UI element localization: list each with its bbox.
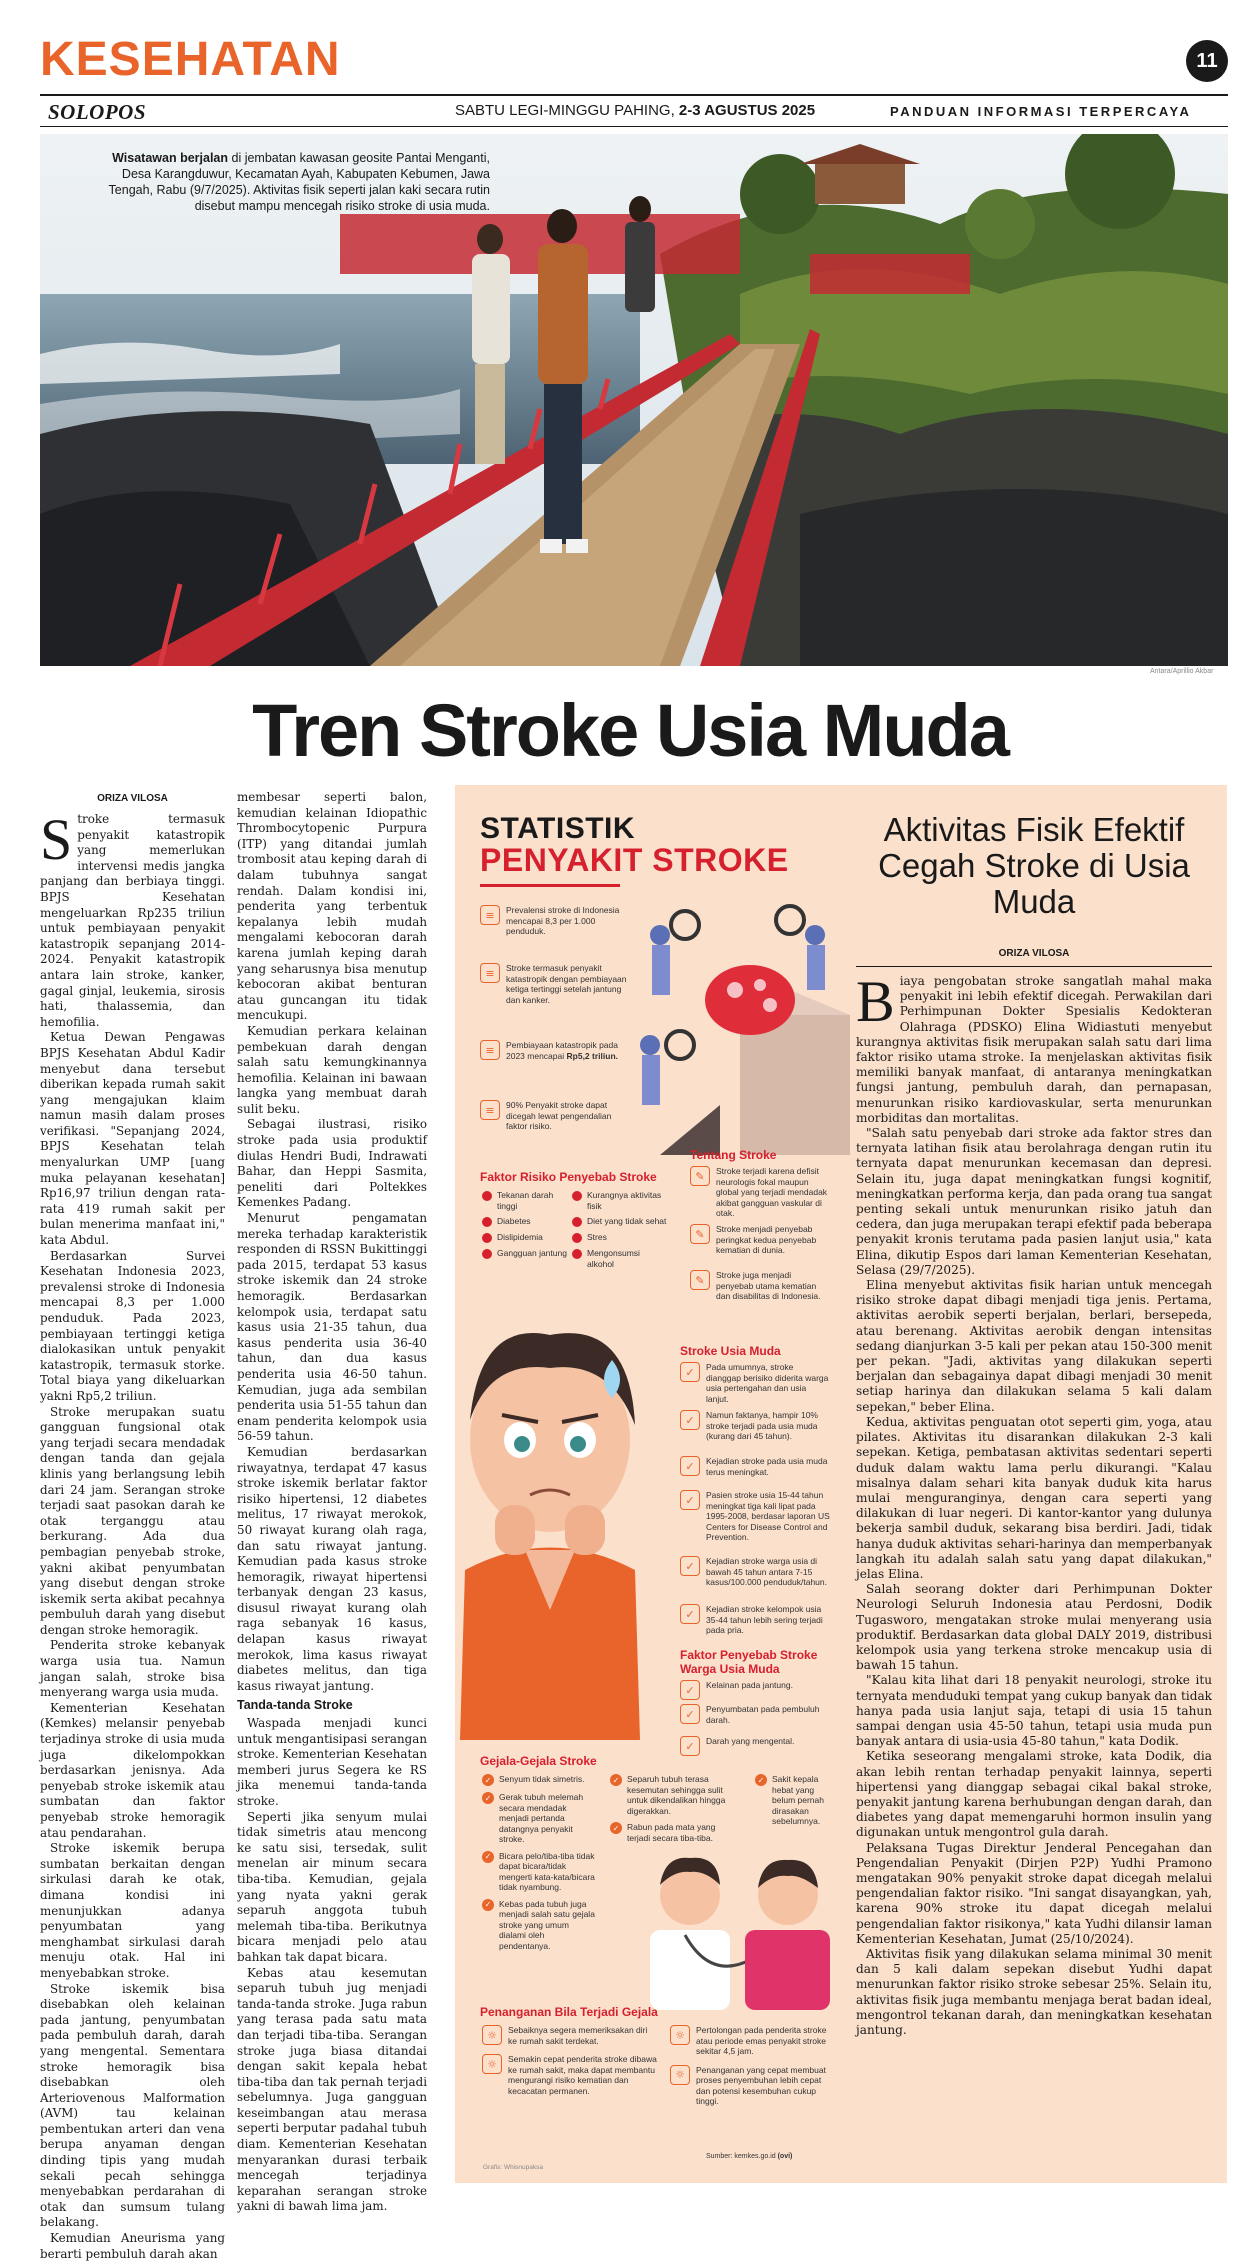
check-icon: ✓ xyxy=(482,1792,494,1804)
source-credit: Sumber: kemkes.go.id (ovi) xyxy=(706,2153,793,2160)
paragraph: Aktivitas fisik yang dilakukan selama minimal 30 menit dan 5 kali dalam sepekan disebut Yudhi dapat menurunkan faktor risiko stroke sebesar 25%. Selain itu, aktivitas fisik juga membantu menjaga berat badan ideal, mengontrol tekanan darah, dan meningkatkan kesehatan jantung. xyxy=(856,1947,1212,2038)
faktor-muda-item: ✓ Penyumbatan pada pembuluh darah. xyxy=(680,1704,830,1725)
subhead: Tanda-tanda Stroke xyxy=(237,1698,353,1713)
tentang-item: ✎ Stroke juga menjadi penyebab utama kematian dan disabilitas di Indonesia. xyxy=(690,1270,830,1302)
checklist-icon: ✓ xyxy=(680,1736,700,1756)
usia-muda-item: ✓ Kejadian stroke pada usia muda terus meningkat. xyxy=(680,1456,830,1477)
paragraph: Seperti jika senyum mulai tidak simetris atau mencong ke satu sisi, tersedak, sulit menelan air minum secara tiba-tiba. Kemudian, gejala yang nyata yakni gerak separuh anggota tubuh melemah tiba-tiba. Berikutnya bicara menjadi pelo atau bahkan tak dapat bicara. xyxy=(237,1809,427,1964)
stat-item: ≡ 90% Penyakit stroke dapat dicegah lewat pengendalian faktor risiko. xyxy=(480,1100,630,1132)
faktor-title: Faktor Risiko Penyebab Stroke xyxy=(480,1170,657,1184)
tentang-item: ✎ Stroke terjadi karena defisit neurologis fokal maupun global yang terjadi mendadak akibat gangguan vaskular di otak. xyxy=(690,1166,830,1219)
title-underline xyxy=(480,884,620,887)
paragraph: Kemudian Aneurisma yang berarti pembuluh darah akan xyxy=(40,2231,225,2261)
usia-muda-item: ✓ Pasien stroke usia 15-44 tahun meningkat tiga kali lipat pada 1995-2008, berdasar laporan US Centers for Disease Control and Prevention. xyxy=(680,1490,830,1543)
checklist-icon: ✓ xyxy=(680,1704,700,1724)
photo-caption xyxy=(100,150,490,214)
paragraph: Waspada menjadi kunci untuk mengantisipasi serangan stroke. Kementerian Kesehatan memberi jurus Segera ke RS jika menemui tanda-tanda stroke. xyxy=(237,1716,427,1808)
side-byline-rule xyxy=(856,966,1212,967)
bullet-icon xyxy=(572,1191,582,1201)
photo-caption-bold: Wisatawan berjalan xyxy=(112,151,229,165)
stat-item: ≡ Pembiayaan katastropik pada 2023 mencapai Rp5,2 triliun. xyxy=(480,1040,630,1061)
dateline xyxy=(455,102,815,119)
check-icon: ✓ xyxy=(610,1774,622,1786)
infographic-title-2: PENYAKIT STROKE xyxy=(480,842,789,878)
infographic-title-1: STATISTIK xyxy=(480,812,636,845)
paragraph: Salah seorang dokter dari Perhimpunan Dokter Neurologi Seluruh Indonesia atau Perdosni, Dodik Tugasworo, mengatakan stroke mulai menyerang usia produktif. Berdasarkan data global DALY 2019, distribusi kelompok usia yang terkena stroke mencakup usia di bawah 15 tahun. xyxy=(856,1582,1212,1673)
date-bold: 2-3 AGUSTUS 2025 xyxy=(678,102,816,119)
paragraph: Stroke iskemik berupa sumbatan berkaitan dengan sirkulasi darah ke otak, dimana kondisi ini menunjukkan adanya penyumbatan yang menghambat sirkulasi darah menuju otak. Hal ini menyebabkan stroke. xyxy=(40,1841,225,1980)
header-rule-bottom xyxy=(40,126,1228,127)
checklist-icon: ✓ xyxy=(680,1362,700,1382)
faktor-list-right: Kurangnya aktivitas fisik Diet yang tidak sehat Stres Mengonsumsi alkohol xyxy=(572,1190,667,1269)
checklist-icon: ✓ xyxy=(680,1490,700,1510)
side-byline: ORIZA VILOSA xyxy=(998,948,1070,959)
clipboard-icon: ≡ xyxy=(480,963,500,983)
photo-credit: Antara/Aprillio Akbar xyxy=(1150,668,1214,675)
photo-caption-text: di jembatan kawasan geosite Pantai Menganti, Desa Karangduwur, Kecamatan Ayah, Kabupaten Kebumen, Jawa Tengah, Rabu (9/7/2025). Aktivitas fisik seperti jalan kaki secara rutin disebut mampu mencegah risiko stroke di usia muda. xyxy=(108,151,490,213)
paragraph: Elina menyebut aktivitas fisik harian untuk mencegah risiko stroke dapat dibagi menjadi tiga jenis. Pertama, aktivitas aerobik seperti berjalan, berlari, bersepeda, atau berenang. Aktivitas aerobik dengan intensitas sedang dianjurkan 3-5 kali per pekan atau 150-300 menit per pekan. "Jadi, aktivitas yang dilakukan seperti berjalan dan sebagainya dapat dibagi menjadi 30 menit setiap harinya dan dilakukan selama 5 kali dalam sepekan," beber Elina. xyxy=(856,1278,1212,1414)
document-icon: ✎ xyxy=(690,1166,710,1186)
lightbulb-icon: ☼ xyxy=(670,2065,690,2085)
paragraph: Biaya pengobatan stroke sangatlah mahal maka penyakit ini lebih efektif dicegah. Perwakilan dari Perhimpunan Dokter Spesialis Kedokteran Olahraga (PDSKO) Elina Widiastuti menyebut kurangnya aktivitas fisik merupakan salah satu dari lima faktor risiko utama stroke. Ia menjelaskan aktivitas fisik memiliki banyak manfaat, di antaranya meningkatkan fungsi jantung, pembuluh darah, dan pernapasan, menurunkan risiko kardiovaskular, serta menurunkan morbiditas dan mortalitas. xyxy=(856,969,1212,1125)
paragraph: "Salah satu penyebab dari stroke ada faktor stres dan ternyata latihan fisik atau berolahraga dengan rutin itu ternyata dapat menurunkan kecemasan dan depresi. Selain itu, juga dapat meningkatkan fungsi kognitif, meningkatkan performa kerja, dan pada orang tua sangat penting sekali untuk menurunkan risiko jatuh dan cedera, dan juga merupakan terapi efektif pada beberapa penyakit kronis terutama pada pasien lanjut usia," kata Elina, dikutip Espos dari laman Kementerian Kesehatan, Selasa (29/7/2025). xyxy=(856,1126,1212,1277)
date-prefix: SABTU LEGI-MINGGU PAHING, xyxy=(455,102,679,119)
bullet-icon xyxy=(572,1249,582,1259)
tagline: PANDUAN INFORMASI TERPERCAYA xyxy=(890,104,1192,119)
article-column-2 xyxy=(237,790,427,2215)
faktor-list-left: Tekanan darah tinggi Diabetes Dislipidemia Gangguan jantung xyxy=(482,1190,572,1259)
document-icon: ✎ xyxy=(690,1270,710,1290)
side-article-body xyxy=(856,969,1212,2038)
check-icon: ✓ xyxy=(482,1899,494,1911)
gejala-col-2: ✓ Separuh tubuh terasa kesemutan sehingga sulit untuk dikendalikan hingga digerakkan. ✓ Rabun pada mata yang terjadi secara tiba-tiba. xyxy=(610,1774,740,1843)
lightbulb-icon: ☼ xyxy=(482,2025,502,2045)
dropcap: B xyxy=(856,969,895,1034)
faktor-muda-item: ✓ Darah yang mengental. xyxy=(680,1736,830,1756)
bullet-icon xyxy=(482,1233,492,1243)
usia-muda-item: ✓ Pada umumnya, stroke dianggap berisiko diderita warga usia pertengahan dan usia lanjut. xyxy=(680,1362,830,1404)
gejala-col-3: ✓ Sakit kepala hebat yang belum pernah dirasakan sebelumnya. xyxy=(755,1774,835,1827)
lightbulb-icon: ☼ xyxy=(670,2025,690,2045)
paragraph: Pelaksana Tugas Direktur Jenderal Pencegahan dan Pengendalian Penyakit (Dirjen P2P) Yudhi Pramono mengatakan 90% penyakit stroke dapat dicegah melalui pengendalian faktor risiko. "Ini sangat disayangkan, yah, karena 90% stroke itu dapat dicegah melalui pengendalian faktor risikonya," kata Yudhi dilansir laman Kementerian Kesehatan, Jumat (25/10/2024). xyxy=(856,1840,1212,1946)
paragraph: Kemudian berdasarkan riwayatnya, terdapat 47 kasus stroke iskemik berlatar faktor risiko hipertensi, 12 diabetes melitus, 17 riwayat merokok, 50 riwayat kurang olah raga, dan satu riwayat jantung. Kemudian pada kasus stroke hemoragik, riwayat hipertensi terbanyak dengan 23 kasus, disusul riwayat kurang olah raga sebanyak 16 kasus, delapan kasus riwayat merokok, lima kasus riwayat diabetes melitus, dan tiga kasus riwayat jantung. xyxy=(237,1444,427,1693)
article-column-1 xyxy=(40,807,225,2262)
check-icon: ✓ xyxy=(482,1774,494,1786)
usia-muda-title: Stroke Usia Muda xyxy=(680,1344,781,1358)
checklist-icon: ✓ xyxy=(680,1556,700,1576)
bullet-icon xyxy=(572,1217,582,1227)
bullet-icon xyxy=(482,1217,492,1227)
paragraph: Stroke termasuk penyakit katastropik yang memerlukan intervensi medis jangka panjang dan berbiaya tinggi. BPJS Kesehatan mengeluarkan Rp235 triliun untuk pembiayaan penyakit katastropik sepanjang 2014-2024. Penyakit katastropik antara lain stroke, kanker, gagal ginjal, leukemia, sirosis hati, thalassemia, dan hemofilia. xyxy=(40,807,225,1029)
clipboard-icon: ≡ xyxy=(480,905,500,925)
header-rule xyxy=(40,94,1228,96)
page-number: 11 xyxy=(1186,40,1228,82)
penanganan-col-right: ☼ Pertolongan pada penderita stroke atau periode emas penyakit stroke sekitar 4,5 jam. ☼ Penanganan yang cepat membuat proses penyembuhan lebih cepat dan potensi kesembuhan cukup tinggi. xyxy=(670,2025,835,2107)
paragraph: Penderita stroke kebanyak warga usia tua. Namun jangan salah, stroke bisa menyerang warga usia muda. xyxy=(40,1638,225,1700)
paragraph: Kemudian perkara kelainan pembekuan darah dengan salah satu kemungkinannya hemofilia. Kelainan ini bawaan langka yang membuat darah sulit beku. xyxy=(237,1023,427,1116)
paragraph: "Kalau kita lihat dari 18 penyakit neurologi, stroke itu ternyata menduduki tempat yang cukup banyak dan tidak hanya pada usia lanjut saja, tetapi di usia 15 tahun sampai dengan usia 45-50 tahun, tetapi usia muda pun banyak antara di usia-usia 45-80 tahun," kata Dodik. xyxy=(856,1673,1212,1749)
bullet-icon xyxy=(482,1249,492,1259)
paragraph: Kebas atau kesemutan separuh tubuh jug menjadi tanda-tanda stroke. Juga rabun yang terasa pada satu mata dan terjadi tiba-tiba. Serangan stroke juga biasa ditandai dengan sakit kepala hebat tiba-tiba dan tak pernah terjadi sebelumnya. Juga gangguan keseimbangan atau merasa seperti berputar padahal tubuh diam. Kementerian Kesehatan menyarankan durasi terbaik mencegah terjadinya keparahan serangan stroke yakni di bawah lima jam. xyxy=(237,1965,427,2214)
clipboard-icon: ≡ xyxy=(480,1040,500,1060)
paragraph: Kementerian Kesehatan (Kemkes) melansir penyebab terjadinya stroke di usia muda juga dikelompokkan berdasarkan jenisnya. Ada penyebab stroke iskemik atau sumbatan dan faktor penyebab stroke hemoragik atau pendarahan. xyxy=(40,1700,225,1840)
stat-bold: Rp5,2 triliun. xyxy=(566,1050,618,1061)
tentang-item: ✎ Stroke menjadi penyebab peringkat kedua penyebab kematian di dunia. xyxy=(690,1224,830,1256)
gejala-title: Gejala-Gejala Stroke xyxy=(480,1754,597,1768)
usia-muda-item: ✓ Kejadian stroke kelompok usia 35-44 tahun lebih sering terjadi pada pria. xyxy=(680,1604,830,1636)
paragraph: Menurut pengamatan mereka terhadap karakteristik responden di RSSN Bukittinggi pada 2015, terdapat 53 kasus stroke iskemik dan 24 stroke hemoragik. Berdasarkan kelompok usia, terdapat satu kasus usia 21-35 tahun, dua kasus penderita usia 36-40 tahun, dan dua kasus penderita usia 46-50 tahun. Kemudian, juga ada sembilan penderita usia 51-55 tahun dan enam penderita kelompok usia 56-59 tahun. xyxy=(237,1211,427,1444)
side-headline: Aktivitas Fisik Efektif Cegah Stroke di Usia Muda xyxy=(878,811,1190,920)
dropcap: S xyxy=(40,807,73,872)
clipboard-icon: ≡ xyxy=(480,1100,500,1120)
paragraph: Sebagai ilustrasi, risiko stroke pada usia produktif diulas Hendri Budi, Indrawati Bahar, dan Heppi Sasmita, peneliti dari Poltekkes Kemenkes Padang. xyxy=(237,1117,427,1210)
tentang-title: Tentang Stroke xyxy=(690,1148,777,1162)
bullet-icon xyxy=(572,1233,582,1243)
paragraph: Stroke merupakan suatu gangguan fungsional otak yang terjadi secara mendadak dengan tanda dan gejala klinis yang berlangsung lebih dari 24 jam. Serangan stroke terjadi saat pasokan darah ke otak terganggu atau berkurang. Ada dua pembagian penyebab stroke, yakni akibat penyumbatan yang disebut dengan stroke iskemik serta akibat pecahnya pembuluh darah yang disebut dengan stroke hemoragik. xyxy=(40,1404,225,1637)
usia-muda-item: ✓ Namun faktanya, hampir 10% stroke terjadi pada usia muda (kurang dari 45 tahun). xyxy=(680,1410,830,1442)
paragraph: Berdasarkan Survei Kesehatan Indonesia 2023, prevalensi stroke di Indonesia mencapai 8,3 per 1.000 penduduk. Pada 2023, pembiayaan tertinggi ketiga dialokasikan untuk penyakit katastropik, termasuk storke. Total biaya yang dikeluarkan yakni Rp5,2 triliun. xyxy=(40,1248,225,1403)
section-title: KESEHATAN xyxy=(40,33,341,86)
faktor-muda-item: ✓ Kelainan pada jantung. xyxy=(680,1680,830,1700)
check-icon: ✓ xyxy=(482,1851,494,1863)
brain-investigation-illustration xyxy=(600,895,850,1155)
stat-item: ≡ Stroke termasuk penyakit katastropik dengan pembiayaan ketiga tertinggi setelah jantung dan kanker. xyxy=(480,963,630,1005)
gejala-col-1: ✓ Senyum tidak simetris. ✓ Gerak tubuh melemah secara mendadak menjadi pertanda datangnya penyakit stroke. ✓ Bicara pelo/tiba-tiba tidak dapat bicara/tidak mengerti kata-kata/bicara tidak nyambung. ✓ Kebas pada tubuh juga menjadi salah satu gejala stroke yang umum dialami oleh pendentanya. xyxy=(482,1774,597,1951)
checklist-icon: ✓ xyxy=(680,1680,700,1700)
usia-muda-item: ✓ Kejadian stroke warga usia di bawah 45 tahun antara 7-15 kasus/100.000 penduduk/tahun. xyxy=(680,1556,830,1588)
paragraph: Ketika seseorang mengalami stroke, kata Dodik, dia akan lebih rentan terhadap penyakit lainnya, seperti hipertensi yang dianggap sebagai cikal bakal stroke, penyakit jantung karena berhubungan dengan darah, dan diabetes yang dapat memengaruhi hormon insulin yang digunakan untuk mengontrol gula darah. xyxy=(856,1749,1212,1840)
main-byline: ORIZA VILOSA xyxy=(97,793,168,804)
designer-credit: Grafis: Whisnupaksa xyxy=(483,2164,543,2171)
main-headline: Tren Stroke Usia Muda xyxy=(252,689,1008,772)
check-icon: ✓ xyxy=(610,1822,622,1834)
faktor-muda-title: Faktor Penyebab Stroke Warga Usia Muda xyxy=(680,1648,818,1676)
check-icon: ✓ xyxy=(755,1774,767,1786)
checklist-icon: ✓ xyxy=(680,1456,700,1476)
document-icon: ✎ xyxy=(690,1224,710,1244)
checklist-icon: ✓ xyxy=(680,1604,700,1624)
stat-item: ≡ Prevalensi stroke di Indonesia mencapai 8,3 per 1.000 penduduk. xyxy=(480,905,630,937)
checklist-icon: ✓ xyxy=(680,1410,700,1430)
paragraph: Stroke iskemik bisa disebabkan oleh kelainan pada jantung, penyumbatan pada pembuluh darah, darah yang mengental. Sementara stroke hemoragik bisa disebabkan oleh Arteriovenous Malformation (AVM) tau kelainan pembentukan arteri dan vena berupa anyaman dengan dinding tipis yang mudah sekali pecah sehingga menyebabkan perdarahan di otak dan sumsum tulang belakang. xyxy=(40,1981,225,2230)
penanganan-col-left: ☼ Sebaiknya segera memeriksakan diri ke rumah sakit terdekat. ☼ Semakin cepat penderita stroke dibawa ke rumah sakit, maka dapat membantu mengurangi risiko kematian dan kecacatan permanen. xyxy=(482,2025,657,2096)
worried-boy-illustration xyxy=(440,1320,665,1740)
penanganan-title: Penanganan Bila Terjadi Gejala xyxy=(480,2005,658,2019)
bullet-icon xyxy=(482,1191,492,1201)
masthead-logo: SOLOPOS xyxy=(48,100,147,124)
paragraph: Ketua Dewan Pengawas BPJS Kesehatan Abdul Kadir menyebut dana tersebut diberikan kepada rumah sakit yang mengajukan klaim namun masih dalam proses verifikasi. "Sepanjang 2024, BPJS Kesehatan telah menyalurkan UMP [uang muka pelayanan kesehatan] Rp16,97 triliun dengan rata-rata 419 rumah sakit per bulan menerima manfaat ini," kata Abdul. xyxy=(40,1030,225,1248)
lightbulb-icon: ☼ xyxy=(482,2054,502,2074)
doctor-patient-illustration xyxy=(640,1840,840,2010)
paragraph: membesar seperti balon, kemudian kelainan Idiopathic Thrombocytopenic Purpura (ITP) yang ditandai jumlah trombosit atau keping darah di dalam tubuhnya sangat rendah. Dalam kondisi ini, penderita yang terbentuk kepalanya lebih mudah mengalami kebocoran darah karena jumlah keping darah yang seharusnya bisa menutup kebocoran akibat benturan atau guncangan itu tidak mencukupi. xyxy=(237,790,427,1023)
paragraph: Kedua, aktivitas penguatan otot seperti gim, yoga, atau pilates. Aktivitas itu disarankan dilakukan 2-3 kali sepekan. Ketiga, pembatasan aktivitas sedentari seperti duduk dalam waktu lama perlu dikurangi. "Kalau misalnya dalam sehari kita banyak duduk kita harus mulai menguranginya, dengan cara seperti yang dilakukan di luar negeri. Di kantor-kantor yang dulunya bekerja sambil duduk, sekarang bisa berdiri. Jadi, tidak hanya duduk aktivitas sehari-harinya dan memperbanyak langkah itu adalah salah satu yang dapat dilakukan," jelas Elina. xyxy=(856,1414,1212,1581)
